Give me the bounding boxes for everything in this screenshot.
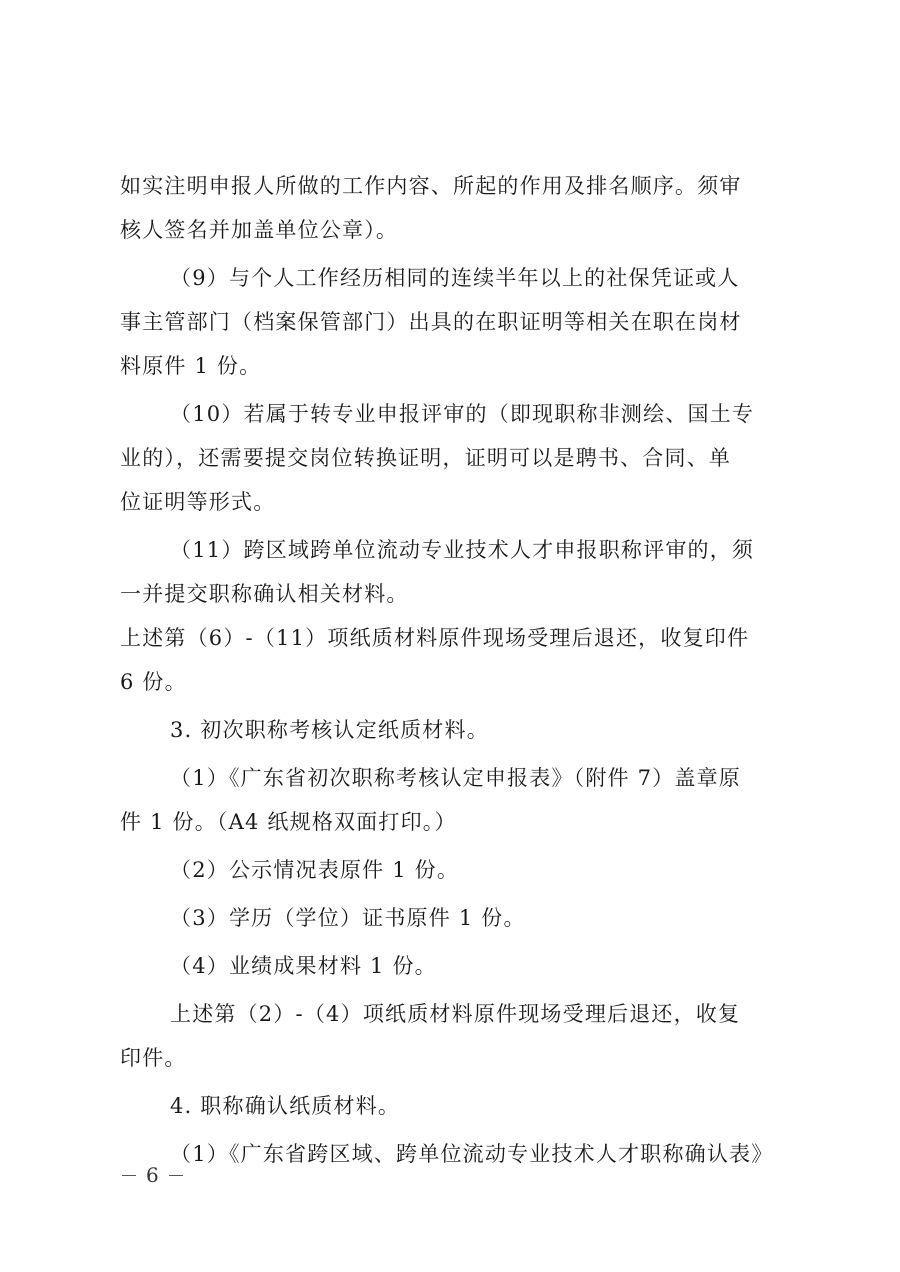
text-line: 件 1 份。（A4 纸规格双面打印。） [120,810,457,834]
list-item-2: （2）公示情况表原件 1 份。 [170,858,460,882]
page-footer [122,1160,183,1190]
list-item-10: （10）若属于转专业申报评审的（即现职称非测绘、国土专 [170,402,755,426]
list-item-1: （1）《广东省跨区域、跨单位流动专业技术人才职称确认表》 [170,1142,774,1166]
text-line: 6 份。 [120,670,187,694]
text-line: 核人签名并加盖单位公章）。 [120,218,399,242]
section-heading-4: 4. 职称确认纸质材料。 [170,1094,401,1118]
footer-dash-right [169,1175,183,1176]
list-item-1: （1）《广东省初次职称考核认定申报表》（附件 7）盖章原 [170,766,741,790]
document-body [120,164,792,1176]
list-item-3: （3）学历（学位）证书原件 1 份。 [170,906,526,930]
list-item-11: （11）跨区域跨单位流动专业技术人才申报职称评审的，须 [170,538,755,562]
text-line: 一并提交职称确认相关材料。 [120,582,409,606]
footer-dash-left [122,1175,136,1176]
note-paragraph: 上述第（2）-（4）项纸质材料原件现场受理后退还，收复 [170,1002,741,1026]
text-line: 位证明等形式。 [120,490,276,514]
page-number: 6 [146,1163,159,1187]
text-line: 事主管部门（档案保管部门）出具的在职证明等相关在职在岗材 [120,310,742,334]
text-line: 印件。 [120,1046,187,1070]
text-line: 业的），还需要提交岗位转换证明，证明可以是聘书、合同、单 [120,446,732,470]
note-paragraph: 上述第（6）-（11）项纸质材料原件现场受理后退还，收复印件 [120,626,750,650]
list-item-4: （4）业绩成果材料 1 份。 [170,954,437,978]
list-item-9: （9）与个人工作经历相同的连续半年以上的社保凭证或人 [170,266,740,290]
text-line: 料原件 1 份。 [120,354,262,378]
text-line: 如实注明申报人所做的工作内容、所起的作用及排名顺序。须审 [120,174,742,198]
section-heading-3: 3. 初次职称考核认定纸质材料。 [170,718,489,742]
